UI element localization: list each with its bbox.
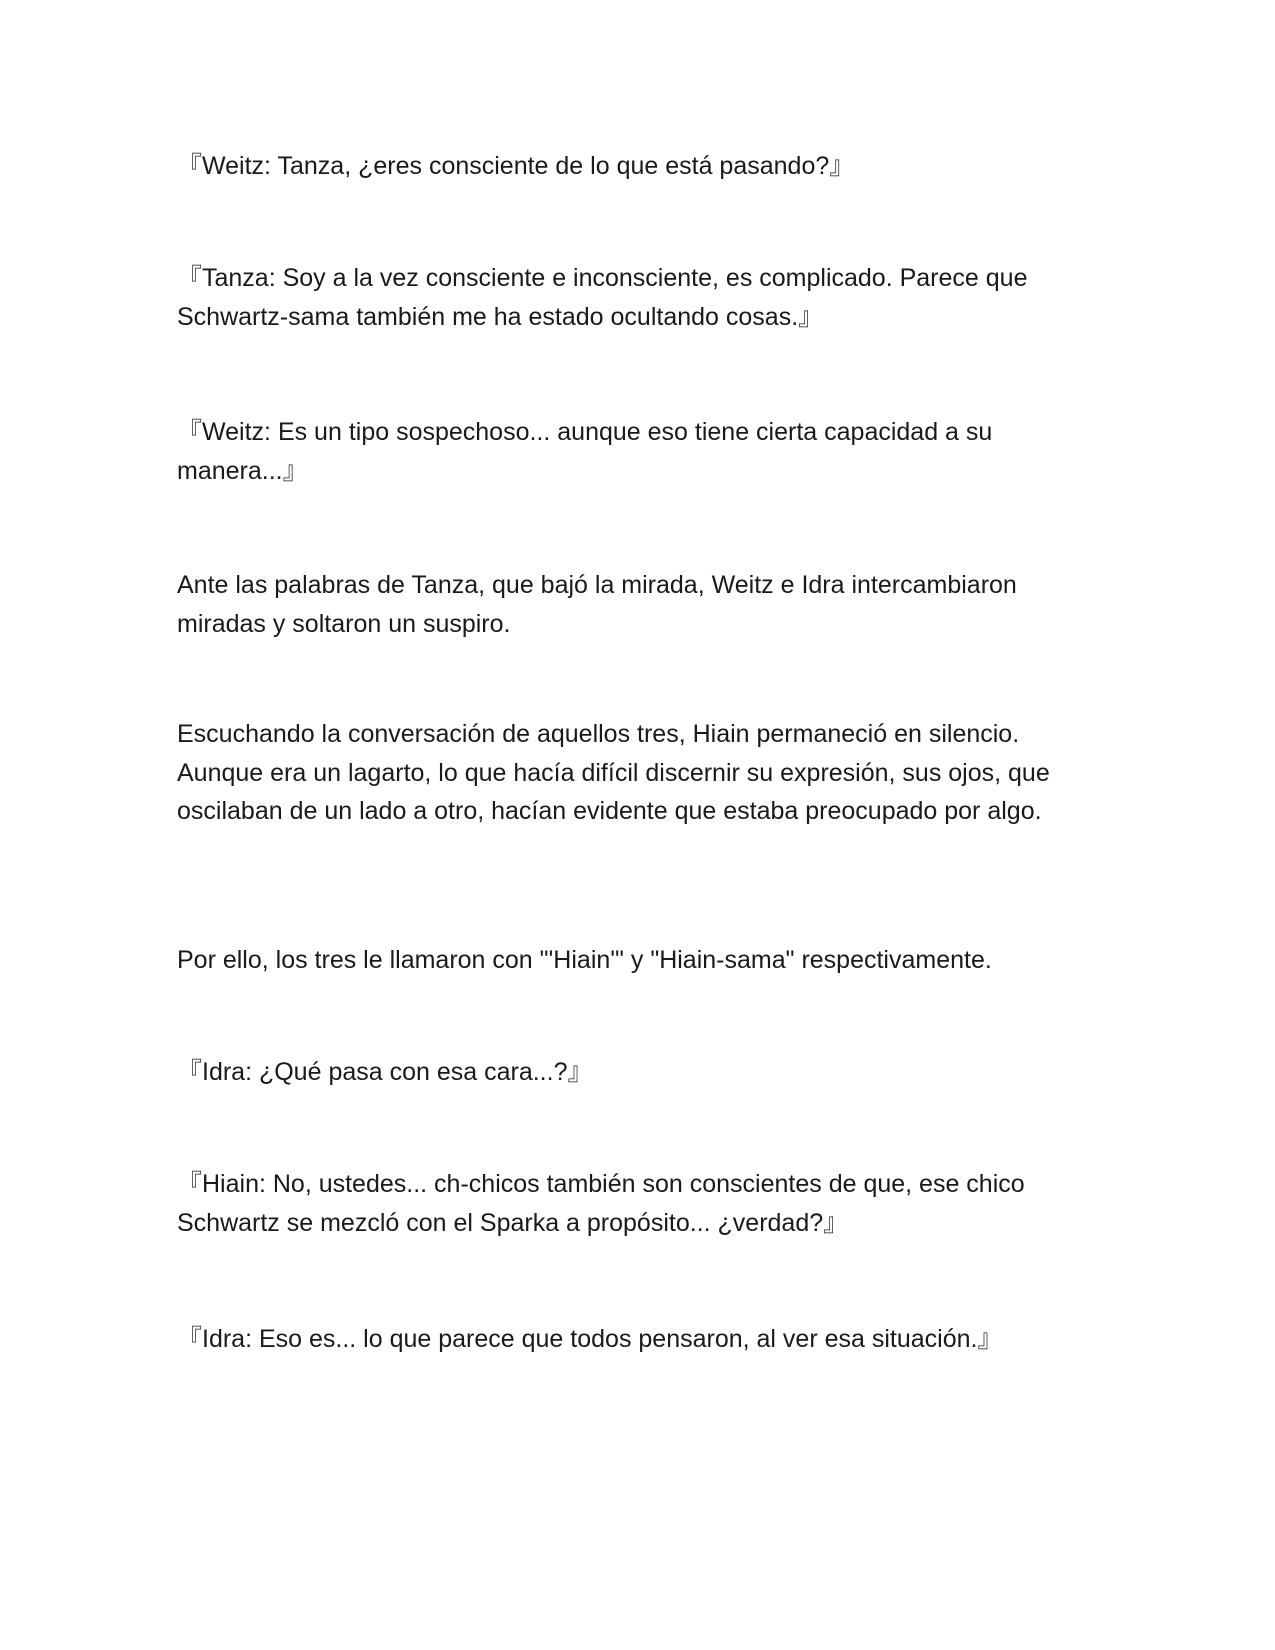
narration-paragraph-3: Por ello, los tres le llamaron con "'Hiain'" y "Hiain-sama" respectivamente. xyxy=(177,946,992,974)
dialogue-weitz-1: 『Weitz: Tanza, ¿eres consciente de lo que está pasando?』 xyxy=(177,152,855,180)
dialogue-hiain-1: 『Hiain: No, ustedes... ch-chicos también son conscientes de que, ese chico Schwartz se mezcló con el Sparka a propósito... ¿verdad?』 xyxy=(177,1170,1025,1237)
narration-paragraph-2: Escuchando la conversación de aquellos tres, Hiain permaneció en silencio. Aunque era un lagarto, lo que hacía difícil discernir su expresión, sus ojos, que oscilaban de un lado a otro, hacían evidente que estaba preocupado por algo. xyxy=(177,720,1050,825)
dialogue-idra-2: 『Idra: Eso es... lo que parece que todos pensaron, al ver esa situación.』 xyxy=(177,1325,1003,1353)
narration-paragraph-1: Ante las palabras de Tanza, que bajó la mirada, Weitz e Idra intercambiaron miradas y soltaron un suspiro. xyxy=(177,571,1017,638)
dialogue-weitz-2: 『Weitz: Es un tipo sospechoso... aunque eso tiene cierta capacidad a su manera...』 xyxy=(177,418,993,485)
dialogue-tanza-1: 『Tanza: Soy a la vez consciente e inconsciente, es complicado. Parece que Schwartz-sama también me ha estado ocultando cosas.』 xyxy=(177,264,1028,331)
dialogue-idra-1: 『Idra: ¿Qué pasa con esa cara...?』 xyxy=(177,1058,593,1086)
